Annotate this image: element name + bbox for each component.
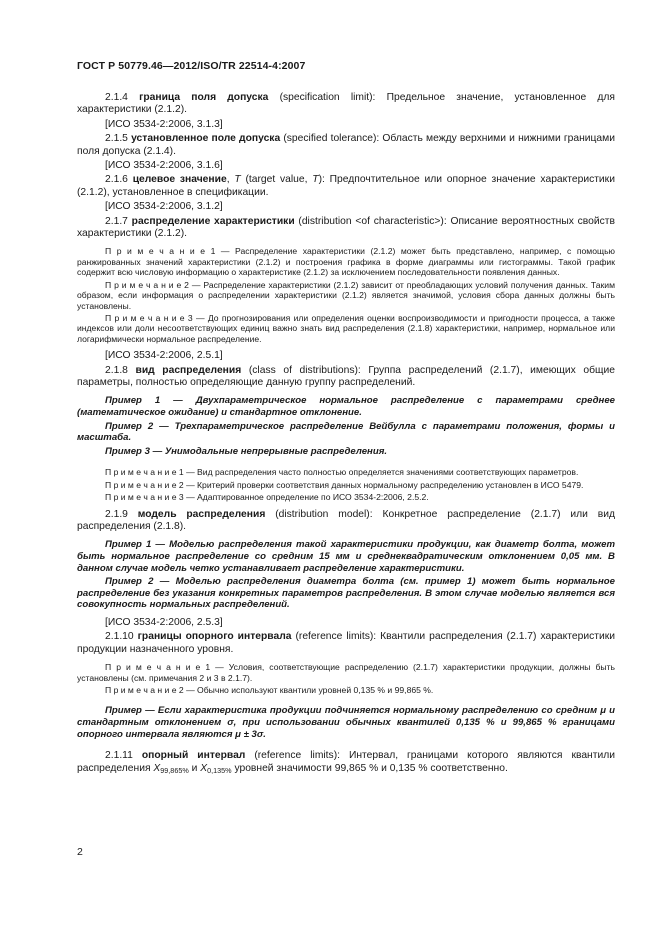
clause-2-1-11 [77, 750, 615, 775]
definition: Предельное значение, установленное для характеристики (2.1.2). [77, 92, 615, 116]
term: установленное поле допуска [131, 133, 281, 145]
definition: Область между верхними и нижними границами поля допуска (2.1.4). [77, 133, 615, 157]
note-text: 2 — Критерий проверки соответствия данных нормальному распределению установлен в ИСО 5479. [178, 479, 584, 490]
term: распределение характеристики [131, 215, 295, 227]
note-text: 3 — До прогнозирования или определения оценки воспроизводимости и пригодности процесса, а также индексов или доли несоответствующих единиц важно знать вид распределения (2.1.8) характеристики, например, нормальное или логарифмически нормальное распределение. [77, 312, 616, 344]
symbol: T [234, 174, 241, 186]
clause-number: 2.1.5 [105, 133, 128, 145]
reference: [ИСО 3534-2:2006, 2.5.1] [105, 350, 223, 362]
term-english: (distribution <of characteristic>): [298, 215, 447, 227]
reference: [ИСО 3534-2:2006, 3.1.3] [105, 118, 223, 130]
definition: Описание вероятностных свойств характеристики (2.1.2). [77, 215, 615, 240]
note [77, 280, 615, 311]
term: опорный интервал [141, 750, 246, 762]
clause-2-1-4 [77, 92, 615, 117]
definition: Конкретное распределение (2.1.7) или вид распределения (2.1.8). [77, 508, 615, 532]
page-number: 2 [77, 846, 83, 858]
clause-number: 2.1.11 [105, 750, 133, 762]
example: Пример — Если характеристика продукции подчиняется нормальному распределению со средним μ и стандартным отклонением σ, при использовании обычных квантилей 0,135 % и 99,865 % границами опорного интервала являются μ ± 3σ. [77, 705, 615, 740]
definition: Группа распределений (2.1.7), имеющих общие параметры, полностью определяющие данную группу распределений. [77, 364, 615, 388]
document-header: ГОСТ Р 50779.46—2012/ISO/TR 22514-4:2007 [77, 60, 306, 72]
definition: Интервал, границами которого являются квантили распределения [77, 750, 615, 774]
note-text: 1 — Условия, соответствующие распределению (2.1.7) характеристики продукции, должны быть установлены (см. примечания 2 и 3 в 2.1.7). [77, 662, 616, 683]
symbol: T [312, 174, 319, 186]
conjunction: и [191, 762, 198, 774]
clause-2-1-5 [77, 133, 615, 158]
example: Пример 2 — Моделью распределения диаметра болта (см. пример 1) может быть нормальное распределение без указания конкретных параметров распределения. В этом случае моделью является вся совокупность нормальных распределений. [77, 576, 615, 611]
clause-2-1-7 [77, 216, 615, 241]
clause-number: 2.1.10 [105, 631, 134, 643]
clause-number: 2.1.7 [105, 215, 128, 227]
definition-end: уровней значимости 99,865 % и 0,135 % соответственно. [234, 762, 508, 774]
term: граница поля допуска [139, 92, 269, 103]
note-label: П р и м е ч а н и е [105, 479, 177, 490]
term: целевое значение [132, 174, 227, 186]
note [77, 313, 615, 344]
definition: Квантили распределения (2.1.7) характеристики продукции назначенного уровня. [77, 631, 615, 655]
note-label: П р и м е ч а н и е [105, 492, 177, 503]
term-english: (target value, [245, 174, 308, 186]
quantile-symbol: X [153, 762, 161, 774]
example: Пример 3 — Унимодальные непрерывные распределения. [105, 445, 388, 457]
note [77, 467, 615, 477]
page-body [77, 92, 615, 777]
note-label: П р и м е ч а н и е [105, 662, 201, 673]
term-english: (reference limits): [254, 750, 340, 762]
term-english: (class of distributions): [248, 364, 361, 376]
term: модель распределения [137, 508, 266, 520]
definition: Предпочтительное или опорное значение характеристики (2.1.2), установленное в спецификации. [77, 174, 615, 198]
quantile-subscript: 99,865% [160, 765, 189, 775]
example: Пример 2 — Трехпараметрическое распределение Вейбулла с параметрами положения, формы и масштаба. [77, 420, 615, 444]
clause-2-1-8 [77, 365, 615, 390]
term-english: (reference limits): [295, 631, 377, 643]
note-label: П р и м е ч а н и е [105, 684, 177, 695]
term-english: (specified tolerance): [283, 133, 380, 145]
note-text: 1 — Распределение характеристики (2.1.2) может быть представлено, например, с помощью ранжированных значений характеристики (2.1.2) и построения графика в форме диаграммы или гистограммы. Такой график содержит всю числовую информацию о характеристике (2.1.2) за исключением последовательности появления данных. [77, 246, 615, 278]
clause-number: 2.1.6 [105, 174, 128, 186]
quantile-symbol: X [200, 762, 208, 774]
clause-2-1-6: 2.1.6 целевое значение, T (target value, T): Предпочтительное или опорное значение характеристики (2.1.2), установленное в спецификации. [77, 174, 615, 198]
note-label: П р и м е ч а н и е [105, 246, 205, 257]
note-text: 2 — Обычно используют квантили уровней 0,135 % и 99,865 %. [178, 684, 434, 695]
note [77, 492, 615, 502]
reference: [ИСО 3534-2:2006, 3.1.6] [105, 160, 223, 172]
reference: [ИСО 3534-2:2006, 3.1.2] [105, 201, 223, 213]
clause-number: 2.1.4 [105, 92, 128, 103]
clause-2-1-10 [77, 631, 615, 656]
note-label: П р и м е ч а н и е [105, 467, 177, 478]
note [77, 246, 615, 277]
reference: [ИСО 3534-2:2006, 2.5.3] [105, 616, 223, 628]
note [77, 480, 615, 490]
note-label: П р и м е ч а н и е [105, 279, 182, 290]
note [77, 685, 615, 695]
clause-2-1-9 [77, 509, 615, 534]
note-text: 2 — Распределение характеристики (2.1.2) зависит от преобладающих условий получения данных. Таким образом, если информация о распределении характеристики (2.1.2) является значимой, условия сбора данных должны быть установлены. [77, 279, 615, 311]
note-text: 1 — Вид распределения часто полностью определяется значениями соответствующих параметров. [178, 467, 579, 478]
clause-number: 2.1.9 [105, 508, 128, 520]
clause-number: 2.1.8 [105, 364, 128, 376]
note-label: П р и м е ч а н и е [105, 312, 185, 323]
example: Пример 1 — Моделью распределения такой характеристики продукции, как диаметр болта, может быть нормальное распределение со средним 15 мм и среднеквадратическим отклонением 0,05 мм. В данном случае модель четко устанавливает распределение характеристики. [77, 539, 615, 574]
note-text: 3 — Адаптированное определение по ИСО 3534-2:2006, 2.5.2. [178, 492, 429, 503]
note [77, 662, 615, 683]
term: вид распределения [135, 364, 242, 376]
example: Пример 1 — Двухпараметрическое нормальное распределение с параметрами среднее (математическое ожидание) и стандартное отклонение. [77, 395, 615, 418]
term-english: (distribution model): [275, 508, 373, 520]
quantile-subscript: 0,135% [207, 765, 232, 775]
term: границы опорного интервала [137, 631, 292, 643]
term-english: (specification limit): [279, 92, 376, 103]
term-english-end: ): [318, 174, 325, 186]
